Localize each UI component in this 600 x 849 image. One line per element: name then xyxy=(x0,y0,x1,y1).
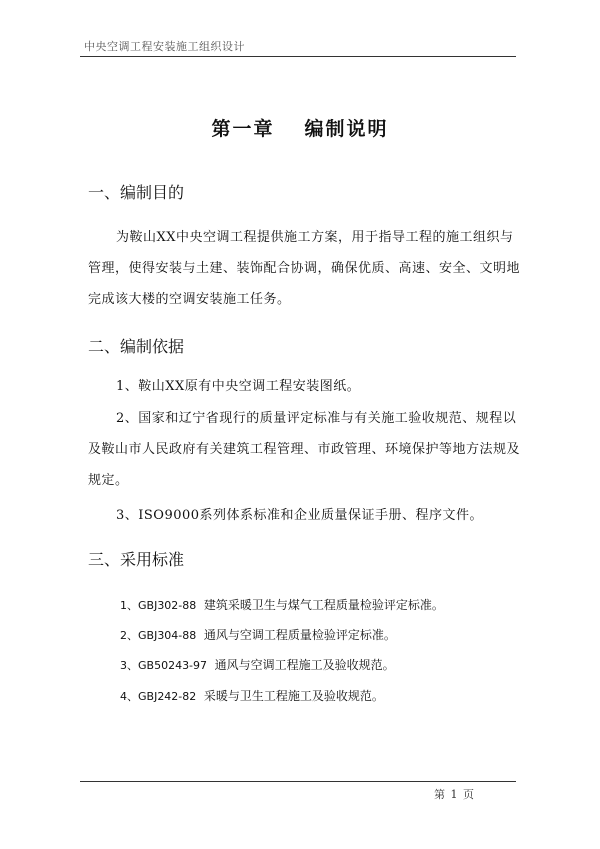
footer-divider xyxy=(80,781,516,782)
basis-item-3: 3、ISO9000系列体系标准和企业质量保证手册、程序文件。 xyxy=(116,508,484,523)
section-heading-standards: 三、采用标准 xyxy=(88,550,185,569)
standard-item xyxy=(120,626,396,643)
standard-code: 1、GBJ302-88 xyxy=(120,599,197,612)
standard-item xyxy=(120,656,395,673)
basis-item-1: 1、鞍山XX原有中央空调工程安装图纸。 xyxy=(116,379,361,394)
standard-code: 2、GBJ304-88 xyxy=(120,629,197,642)
basis-item-2: 2、国家和辽宁省现行的质量评定标准与有关施工验收规范、规程以及鞍山市人民政府有关建筑工程管理、市政管理、环境保护等地方法规及规定。 xyxy=(88,411,521,488)
standard-title: 通风与空调工程施工及验收规范。 xyxy=(214,658,395,672)
chapter-number: 第一章 xyxy=(211,118,275,140)
standard-title: 采暖与卫生工程施工及验收规范。 xyxy=(203,689,384,703)
standard-item xyxy=(120,596,444,613)
header-divider xyxy=(80,56,516,57)
purpose-paragraph: 为鞍山XX中央空调工程提供施工方案，用于指导工程的施工组织与管理，使得安装与土建、装饰配合协调，确保优质、高速、安全、文明地完成该大楼的空调安装施工任务。 xyxy=(88,230,521,307)
chapter-name: 编制说明 xyxy=(304,118,389,140)
standard-item xyxy=(120,687,384,704)
chapter-title xyxy=(0,114,600,141)
section-heading-basis: 二、编制依据 xyxy=(88,337,185,356)
section-heading-purpose: 一、编制目的 xyxy=(88,183,185,202)
page-number: 第 1 页 xyxy=(434,788,475,801)
running-header: 中央空调工程安装施工组织设计 xyxy=(84,40,245,53)
standard-title: 通风与空调工程质量检验评定标准。 xyxy=(203,628,396,642)
standard-code: 4、GBJ242-82 xyxy=(120,690,197,703)
standard-title: 建筑采暖卫生与煤气工程质量检验评定标准。 xyxy=(203,598,444,612)
standard-code: 3、GB50243-97 xyxy=(120,659,208,672)
